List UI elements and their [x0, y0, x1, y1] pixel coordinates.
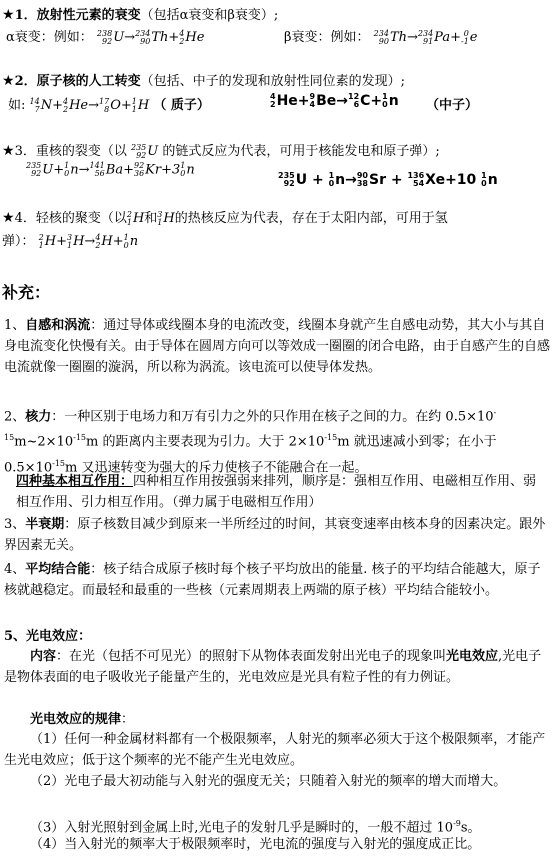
photoelectric-laws-title: 光电效应的规律： — [30, 712, 135, 727]
proton-discovery-formula: 14 7 N+ 4 2 He→ 17 8 O+ 1 1 H — [29, 96, 154, 114]
law-2: （2）光电子最大初动能与入射光的强度无关；只随着入射光的频率的增大而增大。 — [30, 774, 507, 789]
supplement-title: 补充： — [2, 283, 51, 302]
star-icon: ★ — [2, 73, 15, 89]
alpha-decay-formula: 238 92 U→ 234 90 Th+ 4 2 He — [96, 28, 205, 46]
item-photoelectric: 5、光电效应： — [4, 629, 92, 644]
section-2-title: 原子核的人工转变 — [36, 74, 141, 89]
section-2-heading: ★2．原子核的人工转变（包括、中子的发现和放射性同位素的发现）; — [2, 73, 406, 89]
star-icon: ★ — [2, 7, 15, 23]
fusion-formula: 2 1 H+ 3 1 H→ 4 2 H+ 1 0 n — [38, 232, 139, 250]
fission-formula-1: 235 92 U+ 1 0 n→ 141 56 Ba+ 92 36 Kr+3 1 0 n — [26, 161, 195, 178]
law-1: （1）任何一种金属材料都有一个极限频率，人射光的频率必须大于这个极限频率，才能产生光电效应；低于这个频率的光不能产生光电效应。 — [4, 732, 546, 768]
photoelectric-content: 内容：在光（包括不可见光）的照射下从物体表面发射出光电子的现象叫光电效应,光电子是物体表面的电子吸收光子能量产生的，光电效应是光具有粒子性的有力例证。 — [4, 649, 542, 685]
star-icon: ★ — [2, 210, 15, 226]
item-nuclear-force: 2、核力：一种区别于电场力和万有引力之外的只作用在核子之间的力。在约 $0.5\times 10^{-15}m\sim 2\times 10^{-15}m$ 的距离内主要表现为引力。大于 $2\times 10^{-15}m$ 就迅速减小到零；在小于 $0.5\times 10^{-15}m$ 又迅速转变为强大的斥力使核子不能融合在一起。 — [4, 408, 497, 475]
item-half-life: 3、半衰期：原子核数目减少到原来一半所经过的时间，其衰变速率由核本身的因素决定。跟外界因素无关。 — [4, 517, 546, 553]
item-four-interactions: 四种基本相互作用：四种相互作用按强弱来排列，顺序是：强相互作用、电磁相互作用、弱相互作用、引力相互作用。（弹力属于电磁相互作用） — [16, 474, 537, 510]
fission-formula-2: 235 92 U + 1 0 n→ 90 38 Sr + 136 54 Xe+10 1 0 n — [278, 171, 498, 188]
neutron-discovery-formula: 4 2 He+ 9 4 Be→ 12 6 C+ 1 0 n — [270, 92, 399, 109]
section-4-heading: ★4．轻核的聚变（以 2 1 H和 3 1 H的热核反应为代表，存在于太阳内部，可用于氢 — [2, 209, 448, 227]
section-1-title: 放射性元素的衰变 — [36, 8, 141, 23]
section-3-heading: ★3．重核的裂变（以 235 92 U 的链式反应为代表，可用于核能发电和原子弹）; — [2, 142, 440, 160]
section-1-heading: ★1．放射性元素的衰变（包括α衰变和β衰变）; — [2, 7, 279, 23]
law-4: （4）当入射光的频率大于极限频率时，光电流的强度与入射光的强度成正比。 — [30, 837, 481, 852]
item-self-induction: 1、自感和涡流：通过导体或线圈本身的电流改变，线圈本身就产生自感电动势，其大小与其自身电流变化快慢有关。由于导体在圆周方向可以等效成一圈圈的闭合电路，由于自感产生的自感电流就像一圈圈的漩涡，所以称为涡流。该电流可以使导体发热。 — [4, 318, 551, 375]
beta-decay-formula: 234 90 Th→ 234 91 Pa+ 0 -1 e — [373, 28, 478, 46]
law-3: （3）入射光照射到金属上时,光电子的发射几乎是瞬时的，一般不超过 $10^{-9}s$。 — [30, 819, 481, 836]
artificial-transmutation-line: 如: 14 7 N+ 4 2 He→ 17 8 O+ 1 1 H （ 质子） — [8, 96, 210, 114]
fusion-line: 弹）： 2 1 H+ 3 1 H→ 4 2 H+ 1 0 n — [2, 232, 139, 250]
star-icon: ★ — [2, 143, 15, 159]
neutron-label: （中子） — [426, 98, 479, 113]
beta-decay-line: β衰变：例如： 234 90 Th→ 234 91 Pa+ 0 -1 e — [284, 28, 478, 46]
item-binding-energy: 4、平均结合能：核子结合成原子核时每个核子平均放出的能量. 核子的平均结合能越大，原子核就越稳定。而最轻和最重的一些核（元素周期表上两端的原子核）平均结合能较小。 — [4, 562, 541, 598]
alpha-decay-line: α衰变：例如： 238 92 U→ 234 90 Th+ 4 2 He — [6, 28, 205, 46]
